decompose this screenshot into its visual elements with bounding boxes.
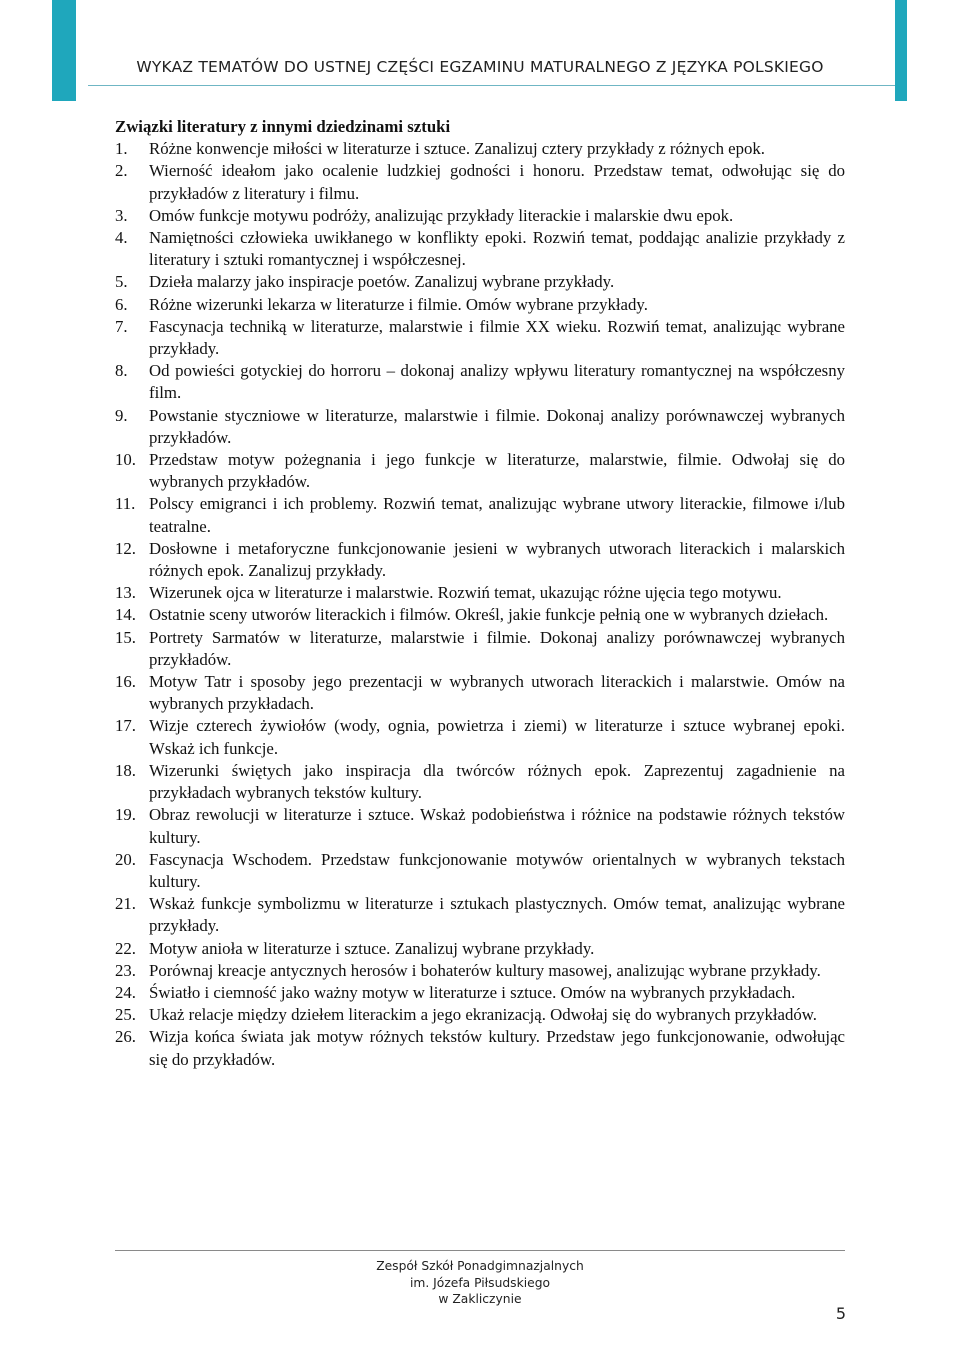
- topic-item: [115, 760, 845, 804]
- footer-divider: [115, 1250, 845, 1251]
- topic-text: Namiętności człowieka uwikłanego w konflikty epoki. Rozwiń temat, poddając analizie przykłady z literatury i sztuki romantycznej i współczesnej.: [149, 228, 845, 270]
- page-footer: [0, 1240, 960, 1357]
- topic-item: [115, 582, 845, 604]
- topic-number: 2.: [115, 161, 128, 181]
- topic-number: 25.: [115, 1005, 136, 1025]
- topic-item: [115, 938, 845, 960]
- topic-number: 12.: [115, 538, 136, 558]
- topic-text: Omów funkcje motywu podróży, analizując przykłady literackie i malarskie dwu epok.: [149, 205, 734, 225]
- topic-text: Fascynacja Wschodem. Przedstaw funkcjonowanie motywów orientalnych w wybranych tekstach kultury.: [149, 849, 845, 891]
- topic-text: Wierność ideałom jako ocalenie ludzkiej godności i honoru. Przedstaw temat, odwołując się do przykładów z literatury i filmu.: [149, 161, 845, 203]
- topic-number: 11.: [115, 494, 136, 514]
- topic-number: 9.: [115, 405, 128, 425]
- topic-item: [115, 271, 845, 293]
- topic-text: Fascynacja techniką w literaturze, malarstwie i filmie XX wieku. Rozwiń temat, analizując wybrane przykłady.: [149, 316, 845, 359]
- topic-item: [115, 294, 845, 316]
- topic-text: Ostatnie sceny utworów literackich i filmów. Określ, jakie funkcje pełnią one w wybranych dziełach.: [149, 605, 829, 625]
- topic-number: 5.: [115, 272, 128, 292]
- topic-number: 23.: [115, 960, 136, 980]
- topic-text: Portrety Sarmatów w literaturze, malarstwie i filmie. Dokonaj analizy porównawczej wybranych przykładów.: [149, 627, 845, 669]
- topic-list: [115, 138, 845, 1071]
- topic-item: [115, 205, 845, 227]
- topic-text: Wizje czterech żywiołów (wody, ognia, powietrza i ziemi) w literaturze i sztuce wybranej epoki. Wskaż ich funkcje.: [149, 716, 845, 758]
- topic-number: 8.: [115, 361, 128, 381]
- topic-text: Wizerunki świętych jako inspiracja dla twórców różnych epok. Zaprezentuj zagadnienie na przykładach wybranych tekstów kultury.: [149, 760, 845, 803]
- topic-number: 21.: [115, 894, 136, 914]
- topic-number: 3.: [115, 205, 128, 225]
- topic-number: 1.: [115, 139, 128, 159]
- topic-text: Powstanie styczniowe w literaturze, malarstwie i filmie. Dokonaj analizy porównawczej wybranych przykładów.: [149, 405, 845, 447]
- topic-number: 17.: [115, 716, 136, 736]
- topic-item: [115, 960, 845, 982]
- topic-item: [115, 893, 845, 937]
- document-body: [115, 116, 845, 1071]
- topic-item: [115, 227, 845, 271]
- header-title: WYKAZ TEMATÓW DO USTNEJ CZĘŚCI EGZAMINU MATURALNEGO Z JĘZYKA POLSKIEGO: [136, 58, 824, 76]
- page-header: [0, 0, 960, 105]
- topic-number: 7.: [115, 316, 128, 336]
- topic-item: [115, 360, 845, 404]
- topic-item: [115, 405, 845, 449]
- topic-number: 26.: [115, 1027, 136, 1047]
- header-divider: [88, 85, 895, 86]
- page-number: 5: [835, 1304, 846, 1323]
- topic-text: Dosłowne i metaforyczne funkcjonowanie jesieni w wybranych utworach literackich i malarskich różnych epok. Zanalizuj przykłady.: [149, 538, 845, 581]
- topic-text: Ukaż relacje między dziełem literackim a jego ekranizacją. Odwołaj się do wybranych przykładów.: [149, 1005, 818, 1025]
- topic-text: Dzieła malarzy jako inspiracje poetów. Zanalizuj wybrane przykłady.: [149, 272, 615, 292]
- topic-item: [115, 715, 845, 759]
- topic-item: [115, 849, 845, 893]
- topic-number: 20.: [115, 849, 136, 869]
- topic-number: 18.: [115, 760, 136, 780]
- topic-text: Przedstaw motyw pożegnania i jego funkcje w literaturze, malarstwie, filmie. Odwołaj się do wybranych przykładów.: [149, 450, 845, 492]
- topic-item: [115, 627, 845, 671]
- topic-number: 22.: [115, 938, 136, 958]
- topic-number: 4.: [115, 228, 128, 248]
- topic-text: Porównaj kreacje antycznych herosów i bohaterów kultury masowej, analizując wybrane przykłady.: [149, 960, 821, 980]
- topic-item: [115, 604, 845, 626]
- topic-number: 14.: [115, 605, 136, 625]
- topic-number: 16.: [115, 672, 136, 692]
- topic-text: Motyw Tatr i sposoby jego prezentacji w wybranych utworach literackich i malarstwie. Omów na wybranych przykładach.: [149, 672, 845, 714]
- topic-text: Różne wizerunki lekarza w literaturze i filmie. Omów wybrane przykłady.: [149, 294, 648, 314]
- topic-item: [115, 1004, 845, 1026]
- topic-text: Polscy emigranci i ich problemy. Rozwiń temat, analizując wybrane utwory literackie, filmowe i/lub teatralne.: [149, 494, 845, 536]
- topic-item: [115, 982, 845, 1004]
- topic-text: Wizja końca świata jak motyw różnych tekstów kultury. Przedstaw jego funkcjonowanie, odwołując się do przykładów.: [149, 1027, 845, 1069]
- topic-text: Wizerunek ojca w literaturze i malarstwie. Rozwiń temat, ukazując różne ujęcia tego motywu.: [149, 583, 782, 603]
- topic-item: [115, 449, 845, 493]
- topic-number: 6.: [115, 294, 128, 314]
- topic-number: 19.: [115, 805, 136, 825]
- school-name-line-3: w Zakliczynie: [438, 1292, 522, 1306]
- header-accent-bar-left: [52, 0, 76, 101]
- topic-text: Od powieści gotyckiej do horroru – dokonaj analizy wpływu literatury romantycznej na współczesny film.: [149, 361, 845, 403]
- school-name-line-1: Zespół Szkół Ponadgimnazjalnych: [376, 1259, 584, 1273]
- topic-text: Motyw anioła w literaturze i sztuce. Zanalizuj wybrane przykłady.: [149, 938, 595, 958]
- header-accent-bar-right: [895, 0, 907, 101]
- topic-item: [115, 160, 845, 204]
- topic-text: Światło i ciemność jako ważny motyw w literaturze i sztuce. Omów na wybranych przykładach.: [149, 982, 796, 1002]
- section-title: Związki literatury z innymi dziedzinami sztuki: [115, 117, 451, 136]
- school-name: [0, 1258, 960, 1308]
- topic-number: 15.: [115, 627, 136, 647]
- topic-item: [115, 671, 845, 715]
- topic-number: 24.: [115, 982, 136, 1002]
- topic-item: [115, 1026, 845, 1070]
- topic-item: [115, 316, 845, 360]
- topic-text: Obraz rewolucji w literaturze i sztuce. Wskaż podobieństwa i różnice na podstawie różnych tekstów kultury.: [149, 805, 845, 847]
- topic-text: Różne konwencje miłości w literaturze i sztuce. Zanalizuj cztery przykłady z różnych epok.: [149, 139, 765, 159]
- topic-item: [115, 804, 845, 848]
- school-name-line-2: im. Józefa Piłsudskiego: [409, 1275, 551, 1290]
- topic-number: 13.: [115, 583, 136, 603]
- topic-item: [115, 493, 845, 537]
- topic-number: 10.: [115, 450, 136, 470]
- topic-text: Wskaż funkcje symbolizmu w literaturze i sztukach plastycznych. Omów temat, analizując wybrane przykłady.: [149, 894, 845, 936]
- topic-item: [115, 138, 845, 160]
- topic-item: [115, 538, 845, 582]
